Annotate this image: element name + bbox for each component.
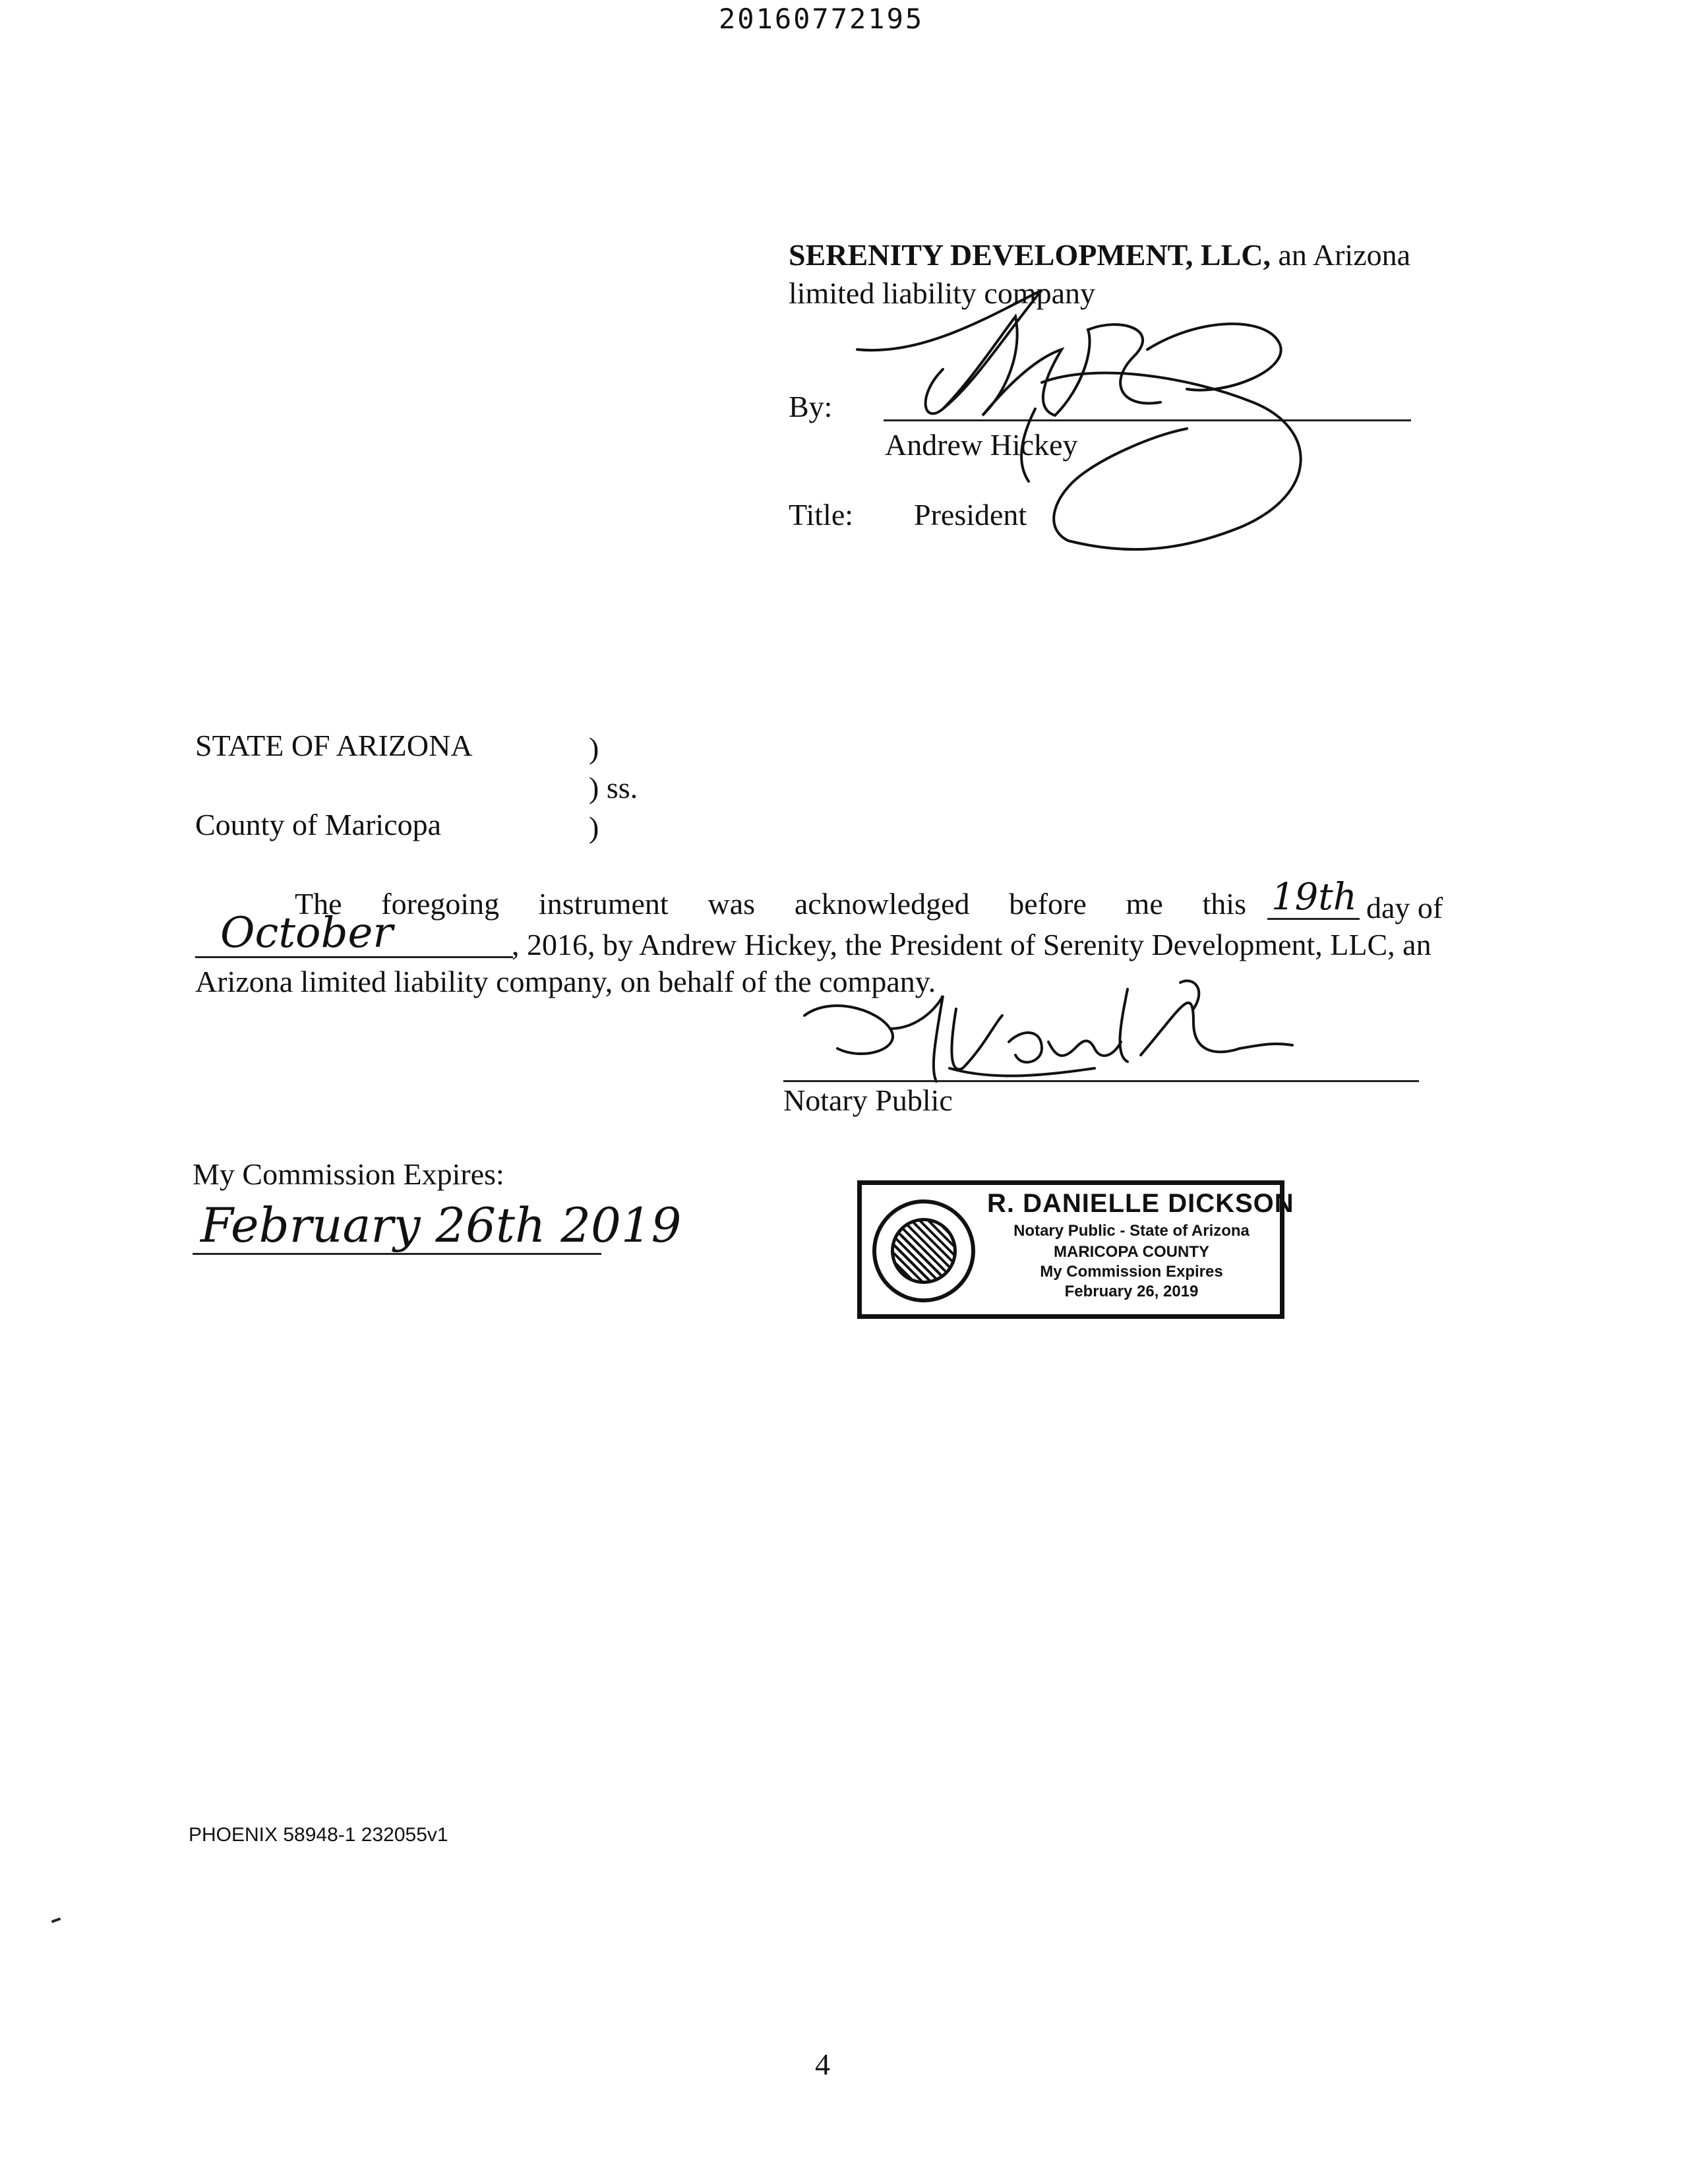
signer-signature — [844, 277, 1345, 567]
notary-label: Notary Public — [783, 1083, 953, 1117]
ack-line-2: , 2016, by Andrew Hickey, the President of Serenity Development, LLC, an — [512, 928, 1432, 961]
stray-mark — [51, 1918, 61, 1924]
commission-label: My Commission Expires: — [193, 1157, 504, 1191]
stamp-name: R. DANIELLE DICKSON — [987, 1189, 1294, 1218]
ack-line-1-end: day of — [1366, 891, 1443, 925]
venue-state: STATE OF ARIZONA — [195, 729, 473, 762]
ack-line-1: The foregoing instrument was acknowledged before me this — [295, 887, 1246, 921]
company-line-1 — [789, 236, 1410, 274]
commission-line — [193, 1253, 601, 1255]
stamp-line-2: Notary Public - State of Arizona — [1013, 1222, 1250, 1240]
company-name: SERENITY DEVELOPMENT, LLC, — [789, 238, 1271, 272]
ack-line-3: Arizona limited liability company, on behalf of the company. — [195, 965, 936, 998]
venue-ss: ) ss. — [589, 771, 638, 804]
footer-doc-id: PHOENIX 58948-1 232055v1 — [189, 1824, 448, 1846]
stamp-line-4: My Commission Expires — [1040, 1263, 1223, 1281]
page-number: 4 — [815, 2048, 830, 2081]
title-label: Title: — [789, 498, 854, 531]
venue-paren-3: ) — [589, 810, 599, 844]
by-label: By: — [789, 390, 833, 423]
company-line-2: limited liability company — [789, 276, 1096, 310]
seal-emblem — [891, 1218, 957, 1284]
notary-stamp — [857, 1180, 1294, 1319]
recording-number: 20160772195 — [719, 3, 924, 35]
stamp-line-5: February 26, 2019 — [1064, 1283, 1199, 1300]
company-descriptor: an Arizona — [1278, 238, 1411, 272]
venue-county: County of Maricopa — [195, 808, 442, 841]
signer-name: Andrew Hickey — [885, 428, 1078, 462]
notary-seal — [872, 1199, 975, 1302]
commission-handwritten: February 26th 2019 — [200, 1198, 682, 1253]
title-value: President — [914, 498, 1027, 531]
stamp-line-3: MARICOPA COUNTY — [1054, 1243, 1209, 1261]
day-handwritten: 19th — [1271, 876, 1357, 919]
venue-paren-1: ) — [589, 731, 599, 765]
month-handwritten: October — [220, 909, 393, 957]
